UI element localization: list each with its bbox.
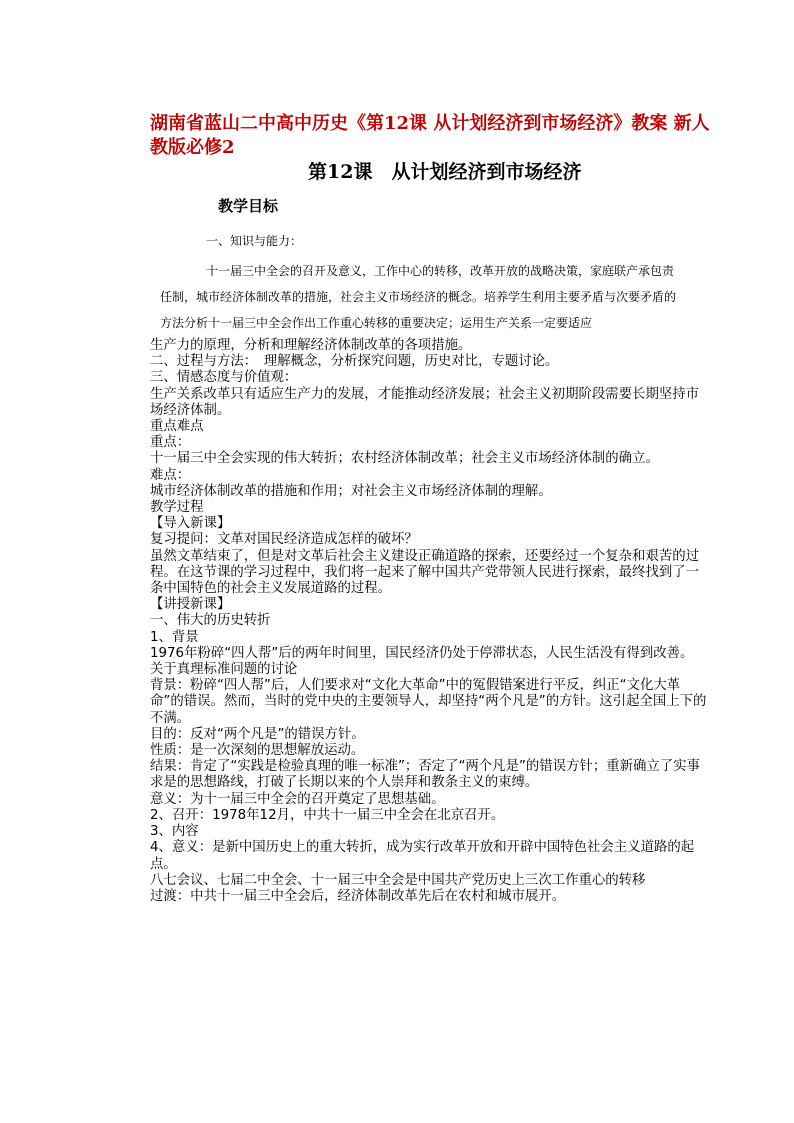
text-line: 城市经济体制改革的措施和作用；对社会主义市场经济体制的理解。 [150,483,552,499]
text-line: 目的：反对“两个凡是”的错误方针。 [150,726,365,742]
text-line: 【导入新课】 [150,516,231,532]
text-line: 教学过程 [150,500,204,516]
text-line: 过渡：中共十一届三中全会后，经济体制改革先后在农村和城市展开。 [150,888,566,904]
text-line: 难点： [150,467,191,483]
text-line: 【讲授新课】 [150,597,231,613]
text-line: 虽然文革结束了，但是对文革后社会主义建设正确道路的探索，还要经过一个复杂和艰苦的过程。在这节课的学习过程中，我们将一起来了解中国共产党带领人民进行探索，最终找到了一条中国特色的社会主义发展道路的过程。 [150,548,700,597]
text-line: 1、背景 [150,629,199,645]
text-line: 性质：是一次深刻的思想解放运动。 [150,743,365,759]
text-line: 一、伟大的历史转折 [150,613,271,629]
document-title: 湖南省蓝山二中高中历史《第12课 从计划经济到市场经济》教案 新人教版必修2 [150,113,710,158]
text-line: 结果：肯定了“实践是检验真理的唯一标准”；否定了“两个凡是”的错误方针；重新确立了实事求是的思想路线，打破了长期以来的个人崇拜和教条主义的束缚。 [150,759,700,791]
knowledge-ability-text: 十一届三中全会的召开及意义，工作中心的转移，改革开放的战略决策，家庭联产承包责任制，城市经济体制改革的措施，社会主义市场经济的概念。培养学生利用主要矛盾与次要矛盾的方法分析十一届三中全会作出工作重心转移的重要决定；运用生产关系一定要适应 [160,264,677,330]
text-line: 生产关系改革只有适应生产力的发展，才能推动经济发展；社会主义初期阶段需要长期坚持市场经济体制。 [150,386,700,418]
text-line: 重点： [150,435,191,451]
text-line: 八七会议、七届二中全会、十一届三中全会是中国共产党历史上三次工作重心的转移 [150,872,646,888]
text-line: 4、意义：是新中国历史上的重大转折，成为实行改革开放和开辟中国特色社会主义道路的起点。 [150,840,695,872]
text-line: 生产力的原理，分析和理解经济体制改革的各项措施。 [150,338,472,353]
teaching-goal-heading: 教学目标 [218,197,279,215]
knowledge-ability-paragraph [160,258,680,336]
text-line: 重点难点 [150,419,204,435]
text-line: 关于真理标准问题的讨论 [150,662,298,678]
text-line: 三、情感态度与价值观： [150,370,298,386]
text-line: 2、召开：1978年12月，中共十一届三中全会在北京召开。 [150,807,505,823]
text-line: 二、过程与方法： 理解概念，分析探究问题，历史对比，专题讨论。 [150,354,559,370]
text-line: 3、内容 [150,824,199,840]
text-line: 复习提问：文革对国民经济造成怎样的破坏？ [150,532,418,548]
knowledge-ability-heading: 一、知识与能力： [206,234,303,248]
lesson-title: 第12课 从计划经济到市场经济 [308,161,582,183]
text-line: 背景：粉碎“四人帮”后，人们要求对“文化大革命”中的冤假错案进行平反，纠正“文化大革命”的错误。然而，当时的党中央的主要领导人，却坚持“两个凡是”的方针。这引起全国上下的不满。 [150,678,707,726]
text-line: 1976年粉碎“四人帮”后的两年时间里，国民经济仍处于停滞状态，人民生活没有得到改善。 [150,645,694,661]
text-line: 十一届三中全会实现的伟大转折；农村经济体制改革；社会主义市场经济体制的确立。 [150,451,659,467]
body-text [150,338,710,905]
text-line: 意义：为十一届三中全会的召开奠定了思想基础。 [150,791,445,807]
